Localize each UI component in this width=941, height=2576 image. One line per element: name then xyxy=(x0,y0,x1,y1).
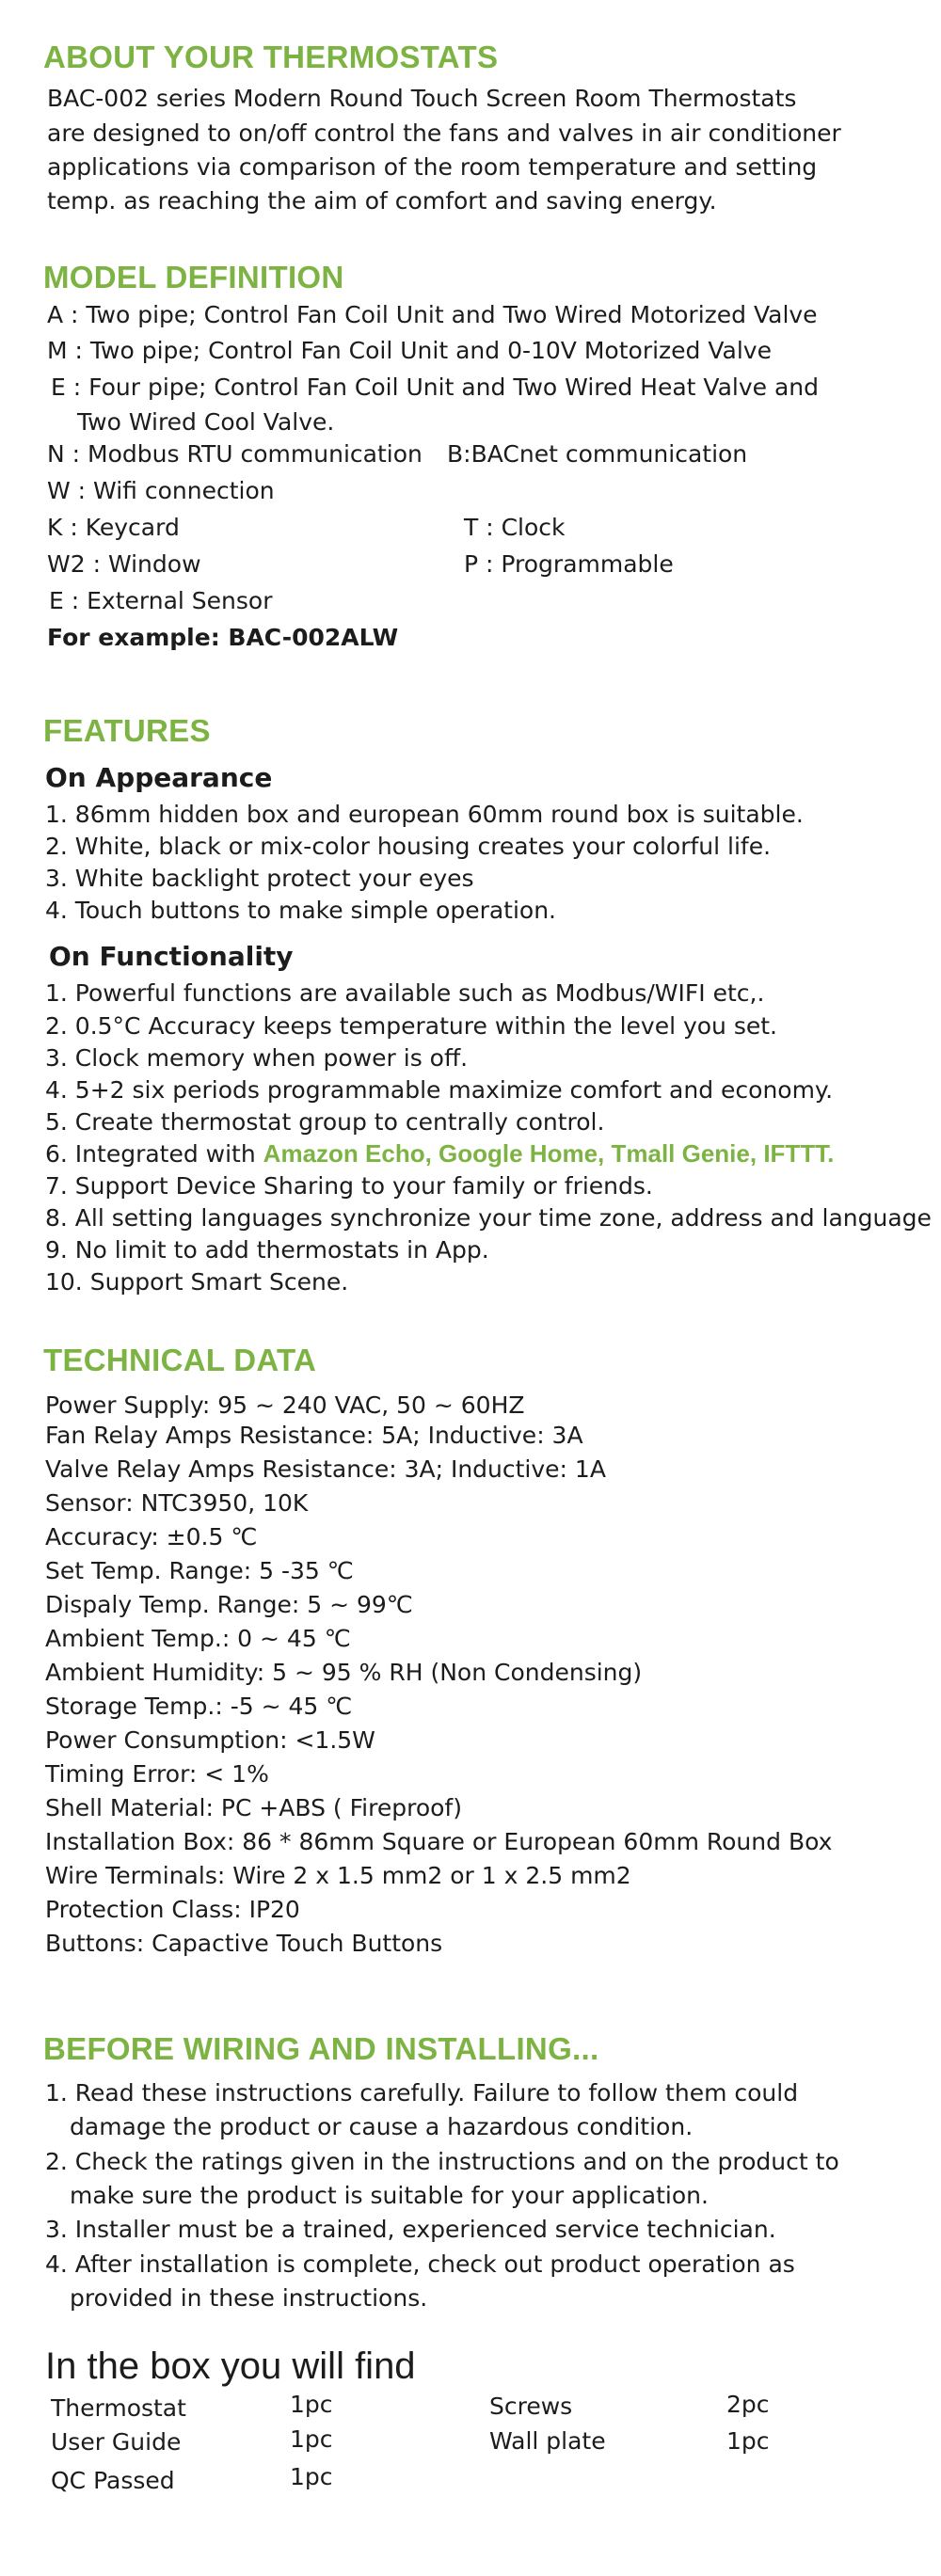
model-heading: MODEL DEFINITION xyxy=(43,260,344,294)
functionality-item-integrations xyxy=(45,1141,834,1166)
before-heading: BEFORE WIRING AND INSTALLING... xyxy=(43,2031,599,2066)
tech-line: Valve Relay Amps Resistance: 3A; Inductive: 1A xyxy=(45,1455,606,1483)
about-line: temp. as reaching the aim of comfort and saving energy. xyxy=(47,187,717,215)
box-item-name: Thermostat xyxy=(51,2394,186,2422)
before-line: damage the product or cause a hazardous condition. xyxy=(70,2113,694,2140)
box-heading: In the box you will find xyxy=(45,2345,416,2387)
before-line: 3. Installer must be a trained, experienced service technician. xyxy=(45,2216,776,2243)
functionality-item: 7. Support Device Sharing to your family or friends. xyxy=(45,1172,653,1200)
tech-line: Storage Temp.: -5 ~ 45 ℃ xyxy=(45,1693,353,1720)
functionality-item: 5. Create thermostat group to centrally control. xyxy=(45,1108,605,1136)
about-line: applications via comparison of the room temperature and setting xyxy=(47,153,818,181)
box-item-qty: 1pc xyxy=(290,2425,333,2453)
tech-line: Fan Relay Amps Resistance: 5A; Inductive: 3A xyxy=(45,1422,583,1449)
model-line: W2 : Window xyxy=(47,550,201,578)
box-item-name: Screws xyxy=(489,2393,573,2420)
about-line: BAC-002 series Modern Round Touch Screen Room Thermostats xyxy=(47,85,797,112)
about-line: are designed to on/off control the fans and valves in air conditioner xyxy=(47,119,841,147)
box-item-qty: 2pc xyxy=(726,2391,770,2418)
before-line: 2. Check the ratings given in the instructions and on the product to xyxy=(45,2148,839,2175)
box-item-name: User Guide xyxy=(51,2428,182,2456)
model-line: B:BACnet communication xyxy=(447,440,748,468)
model-line: E : Four pipe; Control Fan Coil Unit and Two Wired Heat Valve and xyxy=(51,374,820,401)
appearance-title: On Appearance xyxy=(45,762,273,793)
box-item-name: Wall plate xyxy=(489,2427,606,2455)
box-item-qty: 1pc xyxy=(726,2427,770,2455)
model-example: For example: BAC-002ALW xyxy=(47,624,399,651)
tech-line: Set Temp. Range: 5 -35 ℃ xyxy=(45,1557,354,1584)
tech-line: Installation Box: 86 * 86mm Square or European 60mm Round Box xyxy=(45,1828,833,1855)
before-line: 4. After installation is complete, check out product operation as xyxy=(45,2250,795,2278)
model-line: E : External Sensor xyxy=(49,587,273,614)
functionality-item: 9. No limit to add thermostats in App. xyxy=(45,1236,489,1264)
model-line: W : Wifi connection xyxy=(47,477,275,504)
before-line: 1. Read these instructions carefully. Failure to follow them could xyxy=(45,2079,799,2107)
box-item-qty: 1pc xyxy=(290,2463,333,2490)
appearance-item: 2. White, black or mix-color housing creates your colorful life. xyxy=(45,833,772,860)
technical-heading: TECHNICAL DATA xyxy=(43,1343,317,1377)
features-heading: FEATURES xyxy=(43,713,211,748)
before-line: make sure the product is suitable for your application. xyxy=(70,2182,709,2209)
model-line: P : Programmable xyxy=(464,550,674,578)
before-line: provided in these instructions. xyxy=(70,2284,428,2312)
model-line: Two Wired Cool Valve. xyxy=(77,408,335,436)
appearance-item: 3. White backlight protect your eyes xyxy=(45,865,474,892)
model-line: N : Modbus RTU communication xyxy=(47,440,423,468)
model-line: T : Clock xyxy=(464,514,566,541)
box-item-name: QC Passed xyxy=(51,2467,175,2494)
appearance-item: 4. Touch buttons to make simple operation. xyxy=(45,897,557,924)
tech-line: Accuracy: ±0.5 ℃ xyxy=(45,1523,258,1550)
tech-line: Ambient Temp.: 0 ~ 45 ℃ xyxy=(45,1625,351,1652)
model-line: K : Keycard xyxy=(47,514,180,541)
tech-line: Timing Error: < 1% xyxy=(45,1760,269,1788)
tech-line: Wire Terminals: Wire 2 x 1.5 mm2 or 1 x 2.5 mm2 xyxy=(45,1862,631,1889)
model-line: M : Two pipe; Control Fan Coil Unit and 0-10V Motorized Valve xyxy=(47,337,772,364)
appearance-item: 1. 86mm hidden box and european 60mm round box is suitable. xyxy=(45,801,804,828)
tech-line: Sensor: NTC3950, 10K xyxy=(45,1489,309,1517)
functionality-item: 1. Powerful functions are available such as Modbus/WIFI etc,. xyxy=(45,979,765,1007)
tech-line: Dispaly Temp. Range: 5 ~ 99℃ xyxy=(45,1591,413,1618)
tech-line: Ambient Humidity: 5 ~ 95 % RH (Non Condensing) xyxy=(45,1659,643,1686)
model-line: A : Two pipe; Control Fan Coil Unit and Two Wired Motorized Valve xyxy=(47,301,818,328)
functionality-item: 6. Integrated with xyxy=(45,1140,256,1168)
functionality-item: 8. All setting languages synchronize your time zone, address and language xyxy=(45,1204,932,1232)
tech-line: Power Supply: 95 ~ 240 VAC, 50 ~ 60HZ xyxy=(45,1391,525,1419)
functionality-item: 4. 5+2 six periods programmable maximize comfort and economy. xyxy=(45,1076,834,1104)
tech-line: Power Consumption: <1.5W xyxy=(45,1726,375,1754)
functionality-item: 2. 0.5°C Accuracy keeps temperature within the level you set. xyxy=(45,1012,778,1040)
functionality-item: 3. Clock memory when power is off. xyxy=(45,1044,469,1072)
about-heading: ABOUT YOUR THERMOSTATS xyxy=(43,40,499,74)
integration-partners: Amazon Echo, Google Home, Tmall Genie, IFTTT. xyxy=(263,1139,835,1168)
tech-line: Shell Material: PC +ABS ( Fireproof) xyxy=(45,1794,462,1821)
functionality-title: On Functionality xyxy=(49,941,294,972)
tech-line: Buttons: Capactive Touch Buttons xyxy=(45,1930,443,1957)
functionality-item: 10. Support Smart Scene. xyxy=(45,1268,349,1296)
tech-line: Protection Class: IP20 xyxy=(45,1896,300,1923)
box-item-qty: 1pc xyxy=(290,2391,333,2418)
